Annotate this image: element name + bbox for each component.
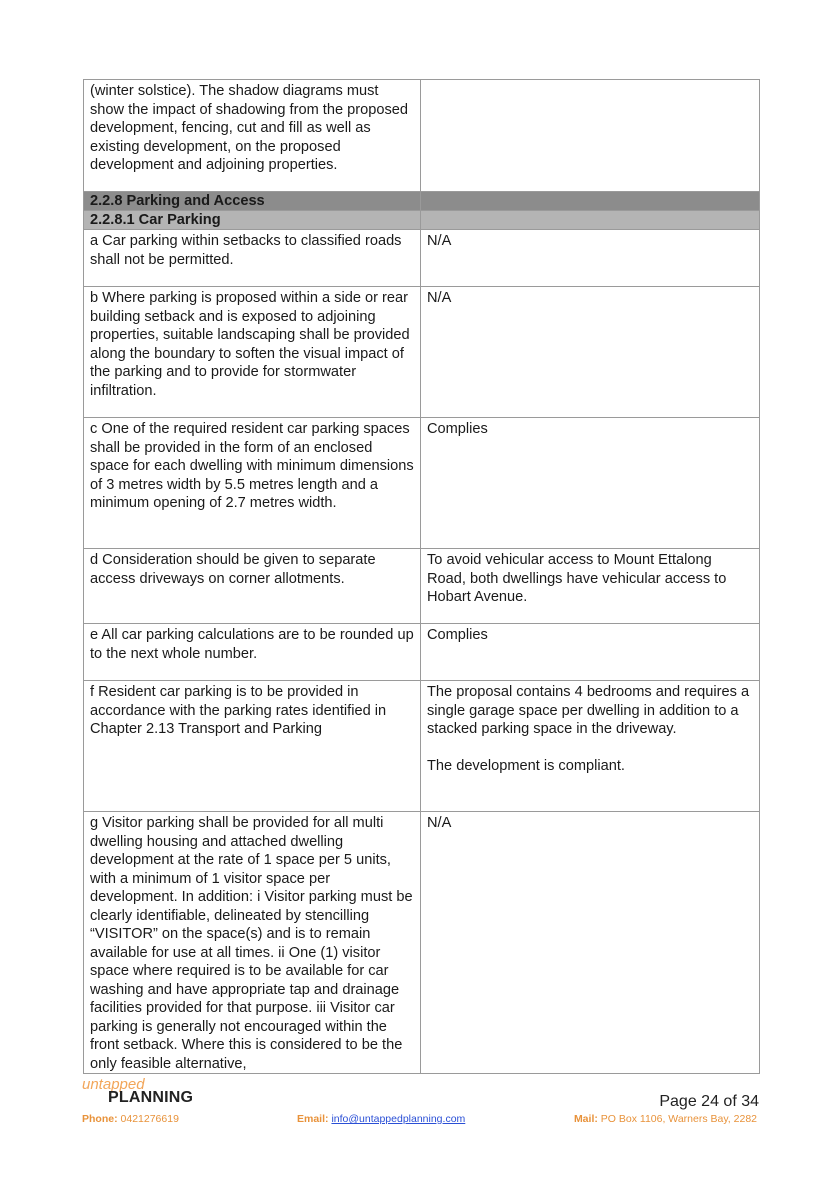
response-cell: N/A: [421, 812, 760, 1074]
requirement-cell: f Resident car parking is to be provided in accordance with the parking rates identified in Chapter 2.13 Transport and Parking: [84, 681, 421, 812]
table-row: [84, 418, 760, 549]
table-row: [84, 624, 760, 681]
table-row: [84, 549, 760, 624]
requirement-cell: b Where parking is proposed within a side or rear building setback and is exposed to adjoining properties, suitable landscaping shall be provided along the boundary to soften the visual impact of the parking and to provide for stormwater infiltration.: [84, 287, 421, 418]
compliance-table: [83, 79, 760, 1074]
response-text: The proposal contains 4 bedrooms and requires a single garage space per dwelling in addition to a stacked parking space in the driveway.: [427, 684, 750, 737]
footer-mail: [574, 1113, 757, 1125]
mail-label: Mail:: [573, 1113, 598, 1125]
response-cell: [421, 681, 760, 812]
table-row: [84, 80, 760, 192]
requirement-cell: d Consideration should be given to separate access driveways on corner allotments.: [84, 549, 421, 624]
table-row: [84, 230, 760, 287]
intro-text: (winter solstice). The shadow diagrams must show the impact of shadowing from the proposed development, fencing, cut and fill as well as existing development, on the proposed development and adjoining properties.: [90, 83, 408, 173]
table-row: [84, 681, 760, 812]
page-number: Page 24 of 34: [659, 1093, 759, 1110]
requirement-cell: a Car parking within setbacks to classified roads shall not be permitted.: [84, 230, 421, 287]
section-heading-row: [84, 192, 760, 211]
subsection-heading: 2.2.8.1 Car Parking: [84, 211, 421, 230]
requirement-cell: g Visitor parking shall be provided for all multi dwelling housing and attached dwelling development at the rate of 1 space per 5 units, with a minimum of 1 visitor space per development. In addition: i Visitor parking must be clearly identifiable, delineated by stencilling “VISITOR” on the space(s) and is to remain available for use at all times. ii One (1) visitor space where required is to be available for car washing and have appropriate tap and drainage facilities provided for that purpose. iii Visitor car parking is generally not encouraged within the front setback. Where this is considered to be the only feasible alternative,: [84, 812, 421, 1074]
requirement-cell: e All car parking calculations are to be rounded up to the next whole number.: [84, 624, 421, 681]
response-cell: N/A: [421, 287, 760, 418]
subsection-heading-blank: [421, 211, 760, 230]
phone-label: Phone:: [82, 1113, 118, 1125]
company-logo: [82, 1076, 242, 1112]
response-cell: N/A: [421, 230, 760, 287]
response-cell: [421, 80, 760, 192]
response-cell: Complies: [421, 418, 760, 549]
table-row: [84, 287, 760, 418]
requirement-cell: c One of the required resident car parking spaces shall be provided in the form of an enclosed space for each dwelling with minimum dimensions of 3 metres width by 5.5 metres length and a minimum opening of 2.7 metres width.: [84, 418, 421, 549]
subsection-heading-row: [84, 211, 760, 230]
table-row: [84, 812, 760, 1074]
response-cell: Complies: [421, 624, 760, 681]
section-heading: 2.2.8 Parking and Access: [84, 192, 421, 211]
section-heading-blank: [421, 192, 760, 211]
page-footer: [0, 1076, 837, 1136]
email-label: Email:: [297, 1113, 329, 1125]
phone-value: 0421276619: [120, 1113, 179, 1125]
requirement-cell: [84, 80, 421, 192]
email-link[interactable]: info@untappedplanning.com: [331, 1113, 466, 1125]
footer-email: [297, 1113, 465, 1125]
footer-phone: [82, 1113, 179, 1125]
logo-text-top: untapped: [82, 1076, 145, 1093]
response-cell: To avoid vehicular access to Mount Ettalong Road, both dwellings have vehicular access to Hobart Avenue.: [421, 549, 760, 624]
logo-text-bottom: PLANNING: [108, 1089, 194, 1106]
response-text-2: The development is compliant.: [427, 758, 625, 774]
mail-value: PO Box 1106, Warners Bay, 2282: [600, 1113, 757, 1125]
